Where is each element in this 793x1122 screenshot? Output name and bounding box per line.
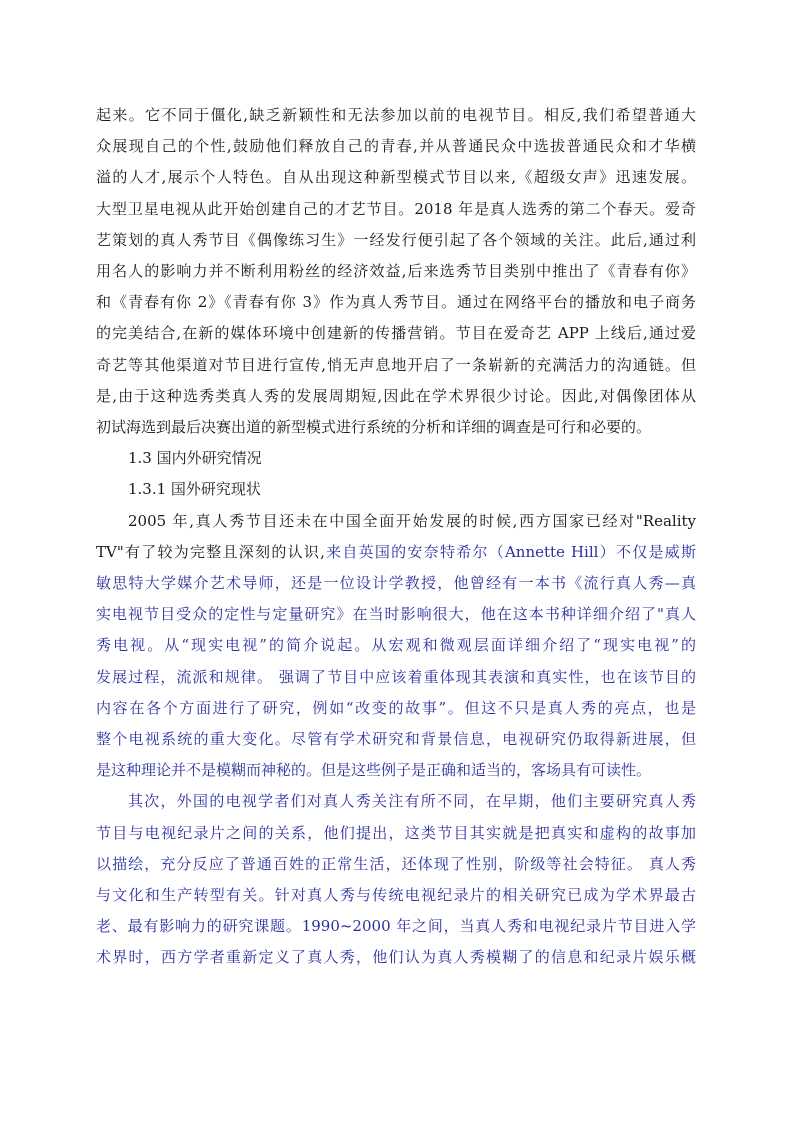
text-line: 起来。它不同于僵化,缺乏新颖性和无法参加以前的电视节目。相反,我们希望普通大: [96, 106, 696, 124]
text-line: 2005 年,真人秀节目还未在中国全面开始发展的时候,西方国家已经对"Reality: [128, 511, 696, 530]
text-line: 老、最有影响力的研究课题。1990~2000 年之间，当真人秀和电视纪录片节目进入学: [96, 917, 696, 936]
text-line: 大型卫星电视从此开始创建自己的才艺节目。2018 年是真人选秀的第二个春天。爱奇: [96, 199, 696, 218]
text-line: 发展过程，流派和规律。 强调了节目中应该着重体现其表演和真实性，也在该节目的: [96, 667, 696, 686]
text-line: 整个电视系统的重大变化。尽管有学术研究和背景信息，电视研究仍取得新进展，但: [96, 730, 696, 748]
text-line: 以描绘，充分反应了普通百姓的正常生活，还体现了性别，阶级等社会特征。 真人秀: [96, 854, 696, 873]
text-line: 术界时，西方学者重新定义了真人秀，他们认为真人秀模糊了的信息和纪录片娱乐概: [96, 948, 696, 967]
text-line: 用名人的影响力并不断利用粉丝的经济效益,后来选秀节目类别中推出了《青春有你》: [96, 262, 696, 280]
text-line: 初试海选到最后决赛出道的新型模式进行系统的分析和详细的调查是可行和必要的。: [96, 418, 652, 436]
text-segment-blue: 来自英国的安奈特希尔（Annette Hill）不仅是威斯: [324, 542, 696, 561]
text-line: 是,由于这种选秀类真人秀的发展周期短,因此在学术界很少讨论。因此,对偶像团体从: [96, 386, 696, 405]
text-line: 1.3 国内外研究情况: [128, 449, 262, 468]
text-line: 敏思特大学媒介艺术导师，还是一位设计学教授，他曾经有一本书《流行真人秀—真: [96, 574, 696, 592]
text-line: 众展现自己的个性,鼓励他们释放自己的青春,并从普通民众中选拔普通民众和才华横: [96, 137, 696, 156]
text-line: [96, 541, 696, 563]
text-line: 秀电视。从“现实电视”的简介说起。从宏观和微观层面详细介绍了“现实电视”的: [96, 636, 696, 655]
text-line: 奇艺等其他渠道对节目进行宣传,悄无声息地开启了一条崭新的充满活力的沟通链。但: [96, 355, 696, 374]
text-line: 其次，外国的电视学者们对真人秀关注有所不同，在早期，他们主要研究真人秀: [128, 792, 696, 811]
text-segment-black: TV"有了较为完整且深刻的认识,: [96, 542, 325, 561]
text-line: 节目与电视纪录片之间的关系，他们提出，这类节目其实就是把真实和虚构的故事加: [96, 823, 696, 842]
text-line: 实电视节目受众的定性与定量研究》在当时影响很大，他在这本书种详细介绍了"真人: [96, 605, 696, 624]
text-line: 与文化和生产转型有关。针对真人秀与传统电视纪录片的相关研究已成为学术界最古: [96, 886, 696, 904]
text-line: 是这种理论并不是模糊而神秘的。但是这些例子是正确和适当的，客场具有可读性。: [96, 761, 652, 780]
text-line: 内容在各个方面进行了研究，例如“改变的故事”。但这不只是真人秀的亮点，也是: [96, 698, 696, 717]
text-line: 溢的人才,展示个人特色。自从出现这种新型模式节目以来,《超级女声》迅速发展。: [96, 168, 696, 187]
text-line: 1.3.1 国外研究现状: [128, 480, 261, 499]
text-line: 的完美结合,在新的媒体环境中创建新的传播营销。节目在爱奇艺 APP 上线后,通过爱: [96, 324, 696, 343]
text-line: 和《青春有你 2》《青春有你 3》作为真人秀节目。通过在网络平台的播放和电子商务: [96, 293, 696, 312]
text-line: 艺策划的真人秀节目《偶像练习生》一经发行便引起了各个领域的关注。此后,通过利: [96, 230, 696, 249]
